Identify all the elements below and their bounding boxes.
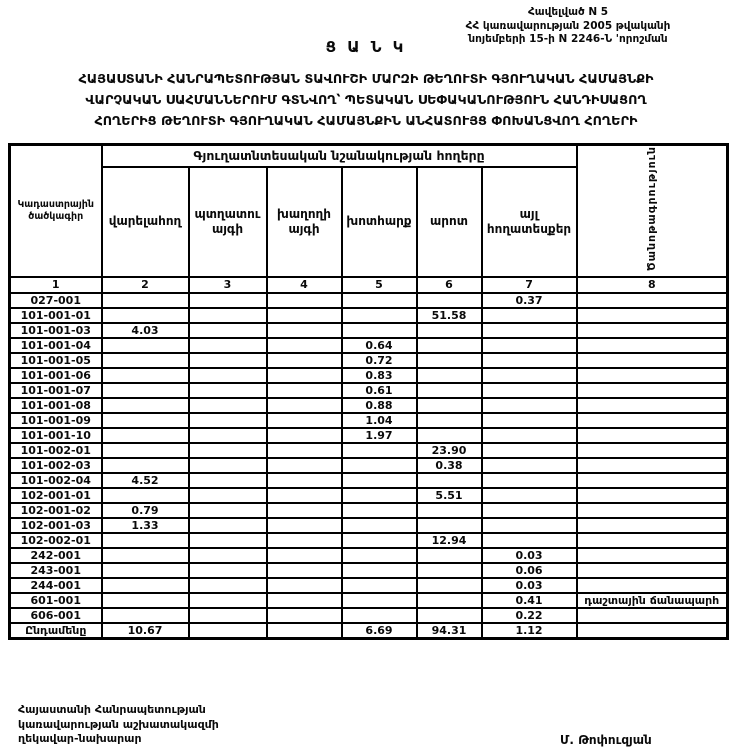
value-cell	[102, 443, 189, 458]
table-row	[10, 443, 728, 458]
signatory-line: ղեկավար-նախարար	[18, 732, 142, 745]
table-row	[10, 353, 728, 368]
subtitle-line: ՀՈՂԵՐԻՑ ԹԵՂՈՒՏԻ ԳՅՈՒՂԱԿԱՆ ՀԱՄԱՅՆՔԻՆ ԱՆՀԱՏՈՒՅՑ ՓՈԽԱՆՑՎՈՂ ՀՈՂԵՐԻ	[94, 114, 638, 129]
value-cell	[267, 383, 342, 398]
value-cell: 0.41	[482, 593, 577, 608]
table-row	[10, 518, 728, 533]
cadastral-code-cell: 101-002-03	[10, 458, 102, 473]
value-cell	[417, 323, 482, 338]
value-cell	[267, 578, 342, 593]
value-cell: 4.03	[102, 323, 189, 338]
value-cell	[267, 368, 342, 383]
value-cell	[189, 578, 267, 593]
value-cell	[342, 443, 417, 458]
value-cell	[189, 368, 267, 383]
cadastral-code-cell: 101-001-06	[10, 368, 102, 383]
col-header-arable: վարելահող	[102, 167, 189, 277]
cadastral-code-cell: 102-001-01	[10, 488, 102, 503]
cadastral-code-cell: 243-001	[10, 563, 102, 578]
value-cell	[102, 428, 189, 443]
cadastral-code-cell: 601-001	[10, 593, 102, 608]
value-cell	[482, 413, 577, 428]
annex-line: Հավելված N 5	[527, 6, 609, 18]
note-cell	[577, 323, 728, 338]
value-cell	[189, 623, 267, 639]
table-row	[10, 308, 728, 323]
signature-name: Մ. Թոփուզյան	[560, 733, 652, 747]
col-header-note	[577, 145, 728, 277]
table-row	[10, 593, 728, 608]
value-cell	[417, 578, 482, 593]
note-cell	[577, 623, 728, 639]
value-cell	[102, 458, 189, 473]
column-number: 4	[267, 277, 342, 293]
value-cell: 0.79	[102, 503, 189, 518]
table-body	[10, 293, 728, 639]
annex-line: ՀՀ կառավարության 2005 թվականի	[465, 19, 671, 32]
value-cell	[417, 353, 482, 368]
value-cell	[102, 308, 189, 323]
value-cell: 51.58	[417, 308, 482, 323]
note-cell	[577, 533, 728, 548]
cadastral-code-cell: 102-001-02	[10, 503, 102, 518]
value-cell	[482, 488, 577, 503]
table-row	[10, 323, 728, 338]
value-cell	[189, 413, 267, 428]
value-cell	[417, 428, 482, 443]
value-cell	[482, 323, 577, 338]
value-cell	[189, 488, 267, 503]
note-cell	[577, 398, 728, 413]
value-cell	[417, 293, 482, 308]
value-cell	[482, 308, 577, 323]
value-cell	[189, 443, 267, 458]
value-cell	[267, 293, 342, 308]
value-cell	[482, 473, 577, 488]
table-row	[10, 503, 728, 518]
value-cell	[267, 623, 342, 639]
total-row	[10, 623, 728, 639]
value-cell	[189, 503, 267, 518]
value-cell	[189, 338, 267, 353]
value-cell	[102, 548, 189, 563]
value-cell	[417, 548, 482, 563]
value-cell	[482, 443, 577, 458]
col-header-hayfield: խոտհարք	[342, 167, 417, 277]
cadastral-code-cell: 101-002-01	[10, 443, 102, 458]
value-cell: 23.90	[417, 443, 482, 458]
column-number: 8	[577, 277, 728, 293]
cadastral-code-cell: 242-001	[10, 548, 102, 563]
column-number: 7	[482, 277, 577, 293]
table-row	[10, 293, 728, 308]
value-cell	[342, 473, 417, 488]
value-cell: 0.37	[482, 293, 577, 308]
column-number: 2	[102, 277, 189, 293]
value-cell: 1.33	[102, 518, 189, 533]
col-header-vineyard: խաղողի այգի	[267, 167, 342, 277]
column-number: 6	[417, 277, 482, 293]
value-cell: 1.12	[482, 623, 577, 639]
table-row	[10, 383, 728, 398]
value-cell	[342, 533, 417, 548]
note-cell	[577, 368, 728, 383]
note-cell	[577, 383, 728, 398]
value-cell	[267, 503, 342, 518]
table-row	[10, 413, 728, 428]
note-cell	[577, 353, 728, 368]
value-cell: 1.04	[342, 413, 417, 428]
land-transfer-table	[8, 143, 729, 640]
value-cell	[342, 308, 417, 323]
note-cell	[577, 563, 728, 578]
table-row	[10, 428, 728, 443]
cadastral-code-cell: 244-001	[10, 578, 102, 593]
value-cell	[102, 608, 189, 623]
column-number: 5	[342, 277, 417, 293]
value-cell: 6.69	[342, 623, 417, 639]
value-cell	[189, 323, 267, 338]
annex-line: նոյեմբերի 15-ի N 2246-Ն 'որոշման	[468, 33, 668, 45]
value-cell: 0.38	[417, 458, 482, 473]
cadastral-code-cell: 101-001-07	[10, 383, 102, 398]
cadastral-code-cell: 606-001	[10, 608, 102, 623]
value-cell	[102, 563, 189, 578]
cadastral-code-cell: 101-001-01	[10, 308, 102, 323]
table-row	[10, 398, 728, 413]
value-cell	[189, 398, 267, 413]
value-cell	[267, 518, 342, 533]
cadastral-code-cell: 101-001-08	[10, 398, 102, 413]
note-cell	[577, 458, 728, 473]
value-cell	[482, 503, 577, 518]
table-row	[10, 458, 728, 473]
value-cell	[417, 563, 482, 578]
note-header-label: Ծանոթագրություն	[645, 146, 659, 272]
value-cell	[267, 608, 342, 623]
value-cell	[267, 563, 342, 578]
value-cell	[267, 428, 342, 443]
value-cell	[102, 488, 189, 503]
value-cell	[189, 548, 267, 563]
note-cell	[577, 293, 728, 308]
note-cell	[577, 413, 728, 428]
note-cell	[577, 473, 728, 488]
page-title: Ց Ա Ն Կ	[325, 38, 407, 56]
value-cell	[482, 338, 577, 353]
value-cell	[342, 503, 417, 518]
value-cell	[189, 608, 267, 623]
col-header-other-lands: այլ հողատեսքեր	[482, 167, 577, 277]
value-cell	[342, 578, 417, 593]
value-cell: 0.88	[342, 398, 417, 413]
cadastral-code-cell: 027-001	[10, 293, 102, 308]
signatory-line: կառավարության աշխատակազմի	[18, 717, 219, 731]
value-cell	[417, 473, 482, 488]
value-cell	[417, 398, 482, 413]
value-cell	[417, 608, 482, 623]
value-cell	[189, 353, 267, 368]
value-cell	[102, 593, 189, 608]
column-number: 1	[10, 277, 102, 293]
value-cell	[189, 593, 267, 608]
value-cell	[342, 323, 417, 338]
value-cell	[267, 353, 342, 368]
cadastral-code-cell: 101-002-04	[10, 473, 102, 488]
value-cell: 0.03	[482, 548, 577, 563]
col-header-orchard: պտղատու այգի	[189, 167, 267, 277]
value-cell	[102, 368, 189, 383]
cadastral-code-cell: 101-001-09	[10, 413, 102, 428]
value-cell	[189, 473, 267, 488]
value-cell	[189, 563, 267, 578]
value-cell	[342, 563, 417, 578]
value-cell: 94.31	[417, 623, 482, 639]
note-cell	[577, 548, 728, 563]
cadastral-code-cell: 101-001-04	[10, 338, 102, 353]
subtitle-line: ՎԱՐՉԱԿԱՆ ՍԱՀՄԱՆՆԵՐՈՒՄ ԳՏՆՎՈՂ՝ ՊԵՏԱԿԱՆ ՍԵՓԱԿԱՆՈՒԹՅՈՒՆ ՀԱՆԴԻՍԱՑՈՂ	[85, 93, 647, 108]
col-header-cadastral-code: Կադաստրային ծածկագիր	[10, 145, 102, 277]
table-row	[10, 488, 728, 503]
value-cell	[102, 338, 189, 353]
value-cell	[417, 593, 482, 608]
column-number-row	[10, 277, 728, 293]
value-cell	[342, 608, 417, 623]
value-cell	[267, 593, 342, 608]
subtitle-line: ՀԱՅԱՍՏԱՆԻ ՀԱՆՐԱՊԵՏՈՒԹՅԱՆ ՏԱՎՈՒՇԻ ՄԱՐԶԻ ԹԵՂՈՒՏԻ ԳՅՈՒՂԱԿԱՆ ՀԱՄԱՅՆՔԻ	[78, 72, 654, 87]
value-cell	[102, 413, 189, 428]
signatory-block	[18, 703, 219, 747]
note-cell	[577, 443, 728, 458]
col-header-pasture: արոտ	[417, 167, 482, 277]
value-cell: 0.03	[482, 578, 577, 593]
value-cell	[102, 353, 189, 368]
value-cell	[189, 308, 267, 323]
note-cell	[577, 578, 728, 593]
value-cell	[102, 398, 189, 413]
value-cell: 10.67	[102, 623, 189, 639]
value-cell	[267, 413, 342, 428]
note-cell	[577, 518, 728, 533]
note-cell	[577, 428, 728, 443]
value-cell	[267, 443, 342, 458]
value-cell: 0.61	[342, 383, 417, 398]
table-row	[10, 608, 728, 623]
cadastral-code-cell: 101-001-05	[10, 353, 102, 368]
group-header-agricultural-lands: Գյուղատնտեսական նշանակության հողերը	[102, 145, 577, 167]
value-cell	[417, 383, 482, 398]
value-cell	[189, 383, 267, 398]
value-cell	[189, 428, 267, 443]
value-cell	[482, 398, 577, 413]
value-cell: 0.22	[482, 608, 577, 623]
value-cell: 0.06	[482, 563, 577, 578]
value-cell	[342, 488, 417, 503]
value-cell	[342, 518, 417, 533]
cadastral-code-cell: 101-001-03	[10, 323, 102, 338]
value-cell	[267, 458, 342, 473]
value-cell	[417, 518, 482, 533]
value-cell	[267, 548, 342, 563]
note-cell: դաշտային ճանապարհ	[577, 593, 728, 608]
value-cell: 0.83	[342, 368, 417, 383]
value-cell	[189, 293, 267, 308]
value-cell	[417, 503, 482, 518]
value-cell	[267, 308, 342, 323]
value-cell	[267, 533, 342, 548]
value-cell	[102, 383, 189, 398]
value-cell	[482, 353, 577, 368]
value-cell	[482, 428, 577, 443]
value-cell	[342, 458, 417, 473]
value-cell	[267, 398, 342, 413]
value-cell	[267, 488, 342, 503]
note-cell	[577, 503, 728, 518]
value-cell: 0.64	[342, 338, 417, 353]
value-cell	[482, 458, 577, 473]
cadastral-code-cell: 102-001-03	[10, 518, 102, 533]
value-cell	[482, 533, 577, 548]
table-row	[10, 368, 728, 383]
column-number: 3	[189, 277, 267, 293]
table-row	[10, 578, 728, 593]
value-cell	[482, 518, 577, 533]
value-cell	[482, 368, 577, 383]
value-cell	[267, 338, 342, 353]
note-cell	[577, 608, 728, 623]
signatory-line: Հայաստանի Հանրապետության	[18, 703, 206, 716]
value-cell	[102, 533, 189, 548]
value-cell	[102, 293, 189, 308]
note-cell	[577, 488, 728, 503]
cadastral-code-cell: Ընդամենը	[10, 623, 102, 639]
value-cell	[342, 293, 417, 308]
group-header-row	[10, 145, 728, 167]
value-cell: 5.51	[417, 488, 482, 503]
value-cell: 4.52	[102, 473, 189, 488]
value-cell	[189, 458, 267, 473]
value-cell	[417, 368, 482, 383]
table-row	[10, 338, 728, 353]
note-cell	[577, 308, 728, 323]
value-cell	[189, 518, 267, 533]
value-cell: 0.72	[342, 353, 417, 368]
table-row	[10, 533, 728, 548]
document-subtitle	[0, 69, 732, 132]
note-cell	[577, 338, 728, 353]
value-cell	[102, 578, 189, 593]
table-row	[10, 563, 728, 578]
value-cell	[267, 323, 342, 338]
cadastral-code-cell: 101-001-10	[10, 428, 102, 443]
value-cell	[189, 533, 267, 548]
value-cell	[417, 413, 482, 428]
value-cell	[342, 593, 417, 608]
table-row	[10, 548, 728, 563]
value-cell	[417, 338, 482, 353]
value-cell: 1.97	[342, 428, 417, 443]
value-cell	[482, 383, 577, 398]
value-cell	[342, 548, 417, 563]
cadastral-code-cell: 102-002-01	[10, 533, 102, 548]
value-cell: 12.94	[417, 533, 482, 548]
value-cell	[267, 473, 342, 488]
table-row	[10, 473, 728, 488]
